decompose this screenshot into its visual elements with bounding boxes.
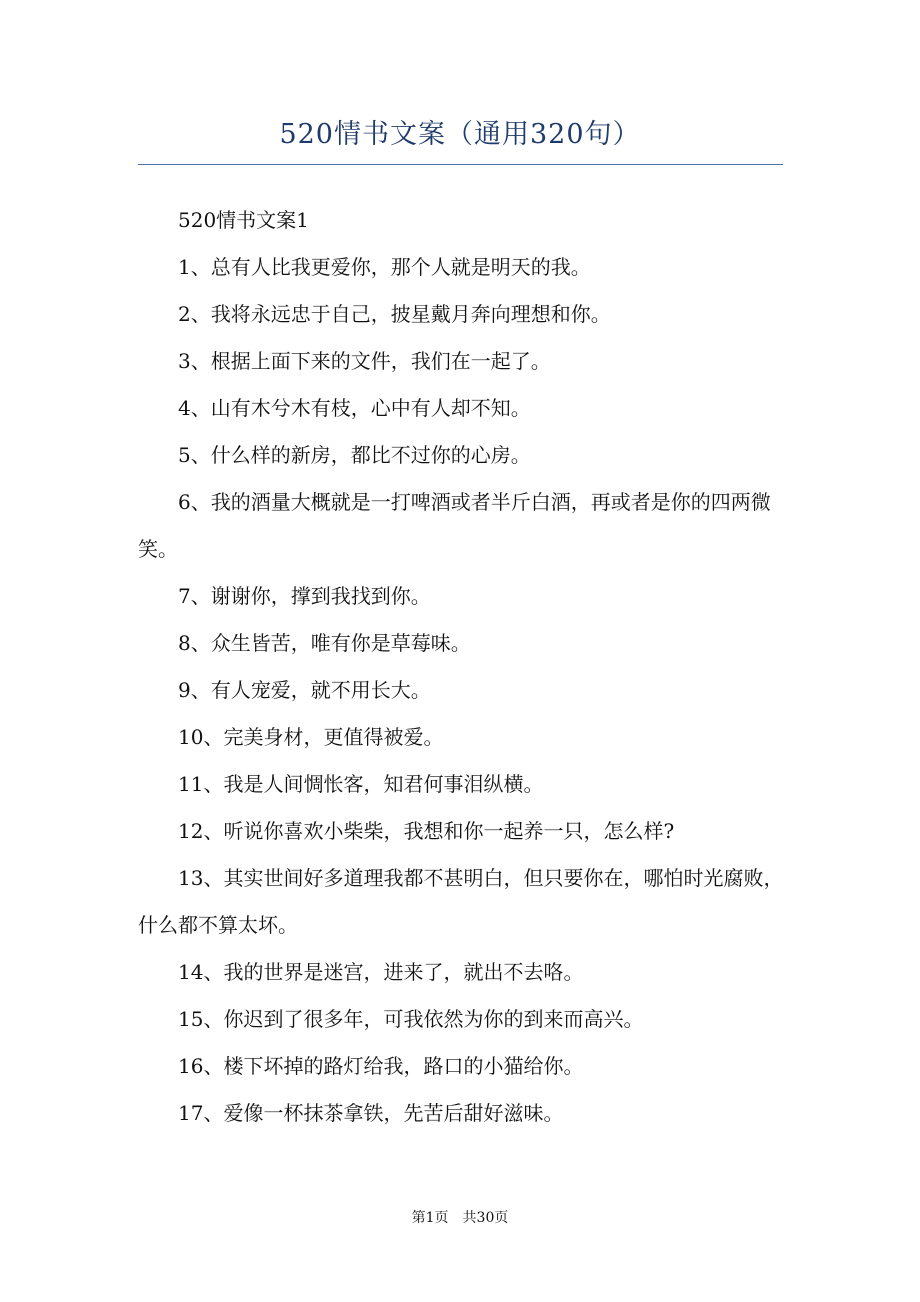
paragraph: 13、其实世间好多道理我都不甚明白，但只要你在，哪怕时光腐败，什么都不算太坏。 [138,866,784,937]
paragraph: 9、有人宠爱，就不用长大。 [178,678,431,702]
paragraph: 4、山有木兮木有枝，心中有人却不知。 [178,396,531,420]
paragraph: 14、我的世界是迷宫，进来了，就出不去咯。 [178,960,584,984]
paragraph: 5、什么样的新房，都比不过你的心房。 [178,443,531,467]
paragraph: 16、楼下坏掉的路灯给我，路口的小猫给你。 [178,1054,584,1078]
paragraph: 10、完美身材，更值得被爱。 [178,725,444,749]
paragraph: 1、总有人比我更爱你，那个人就是明天的我。 [178,255,591,279]
page-footer: 第1页 共30页 [411,1210,509,1226]
paragraph: 8、众生皆苦，唯有你是草莓味。 [178,631,471,655]
paragraph: 6、我的酒量大概就是一打啤酒或者半斤白酒，再或者是你的四两微笑。 [138,490,771,561]
paragraph: 2、我将永远忠于自己，披星戴月奔向理想和你。 [178,302,611,326]
paragraph: 7、谢谢你，撑到我找到你。 [178,584,431,608]
paragraph: 3、根据上面下来的文件，我们在一起了。 [178,349,551,373]
paragraph: 11、我是人间惆怅客，知君何事泪纵横。 [178,772,544,796]
title-divider [138,164,783,165]
page-title: 520情书文案（通用320句） [279,119,641,150]
section-subtitle: 520情书文案1 [178,208,309,232]
paragraph: 17、爱像一杯抹茶拿铁，先苦后甜好滋味。 [178,1101,564,1125]
paragraph: 12、听说你喜欢小柴柴，我想和你一起养一只，怎么样? [178,819,675,843]
document-body [138,197,788,1137]
paragraph: 15、你迟到了很多年，可我依然为你的到来而高兴。 [178,1007,644,1031]
